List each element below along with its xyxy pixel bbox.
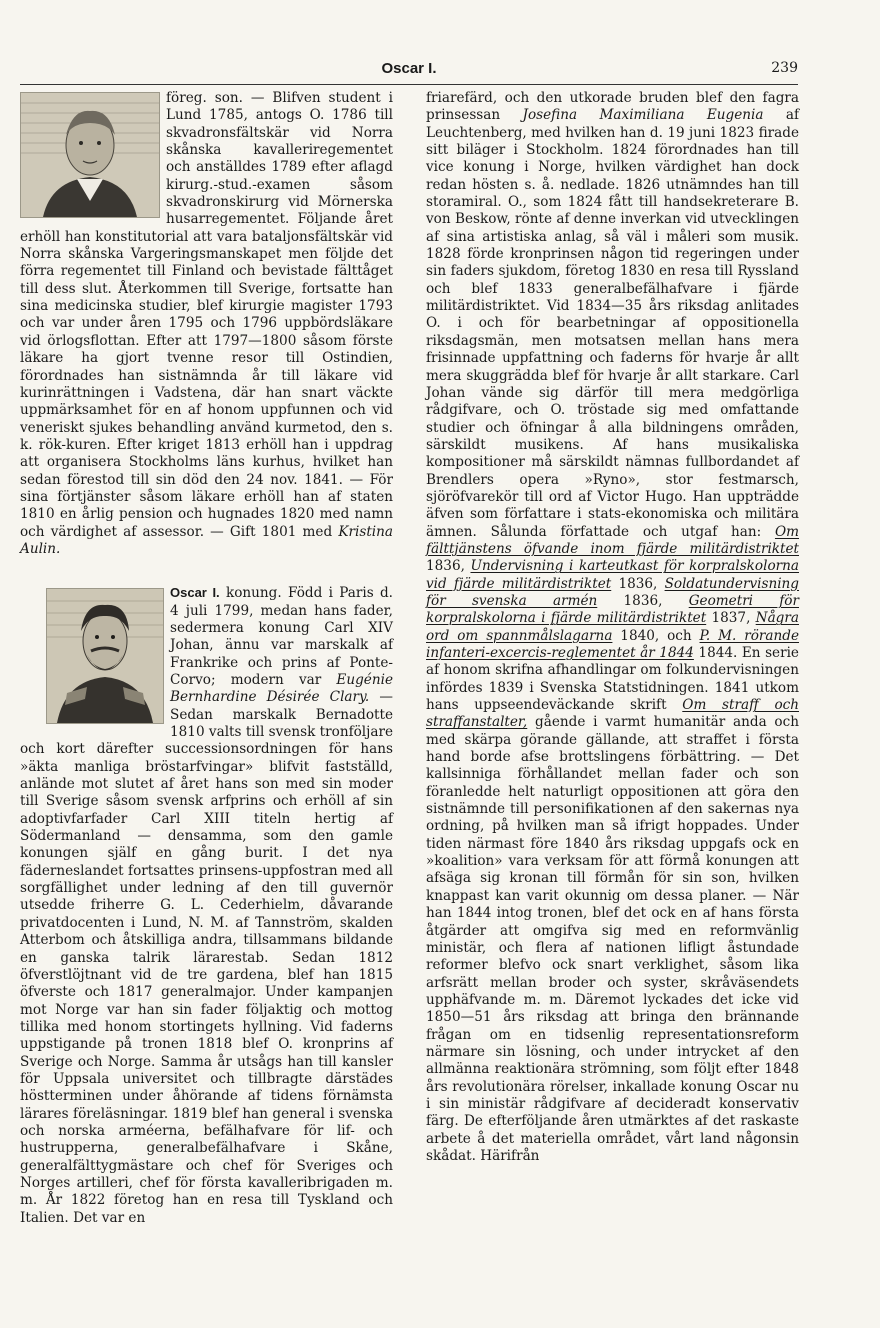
entry-continuation	[426, 90, 799, 1165]
work-year-4: 1837,	[711, 610, 751, 627]
page-number: 239	[771, 60, 798, 76]
work-title-2: Undervisning i karteutkast för korpralskolorna vid fjärde militärdistriktet	[426, 558, 799, 592]
work-year-1: 1836,	[426, 558, 465, 575]
work-year-2: 1836,	[618, 575, 658, 592]
portrait-image-1	[20, 92, 160, 218]
work-year-5: 1840, och	[620, 627, 692, 644]
portrait-engraving-icon	[21, 93, 159, 217]
work-title-1: Om fälttjänstens öfvande inom fjärde militärdistriktet	[426, 523, 799, 557]
portrait-image-2	[46, 588, 164, 724]
work-title-4: Geometri för korpralskolorna i fjärde militärdistriktet	[426, 592, 799, 627]
entry-text-part2: — Sedan marskalk Bernadotte 1810 valts till svensk tronföljare och kort därefter successionsordningen för hans »äkta manliga bröstarfvingar» blifvit fastställd, anlände mot slutet af året hans son med sin moder till Sverige såsom svensk arfprins och erhöll af sin adoptivfarfader Carl XIII titeln hertig af Södermanland — densamma, som den gamle konungen själf en gång burit. I det nya fäderneslandet fortsattes prinsens-uppfostran med all sorgfällighet under ledning af den till guvernör utsedde friherre G. L. Cederhielm, dåvarande privatdocenten i Lund, N. M. af Tannström, skalden Atterbom och åtskilliga andra, tillsammans bildande en ganska talrik lärarestab. Sedan 1812 öfverstlöjtnant vid de tre gardena, blef han 1815 öfverste och 1817 generalmajor. Under kampanjen mot Norge var han sin fader följaktig och mottog tillika med honom stortingets hyllning. Vid faderns uppstigande på tronen 1818 blef O. kronprins af Sverige och Norge. Samma år utsågs han till kansler för Uppsala universitet och tillbragte därstädes höstterminen under åhörande af tidens förnämsta lärares föreläsningar. 1819 blef han general i svenska och norska arméerna, befälhafvare för lif- och hustrupperna, generalbefälhafvare i Skåne, generalfälttygmästare och chef för Sveriges och Norges artilleri, chef för första kavalleribrigaden m. m. År 1822 företog han en resa till Tyskland och Italien. Det var en	[20, 689, 393, 1226]
bride-name: Josefina Maximiliana Eugenia	[522, 107, 764, 124]
left-column	[20, 90, 393, 1227]
spouse-name: Kristina Aulin.	[20, 523, 394, 557]
work-title-7: Om straff och straffanstalter,	[426, 697, 799, 731]
work-title-3: Soldatundervisning för svenska armén	[426, 575, 800, 609]
work-title-6: P. M. rörande infanteri-excercis-reglementet år 1844	[426, 627, 799, 661]
running-title: Oscar I.	[381, 60, 437, 77]
entry-oscar-i	[20, 584, 393, 1227]
page-header	[20, 58, 798, 85]
mother-name: Eugénie Bernhardine Désirée Clary.	[170, 672, 393, 706]
work-year-3: 1836,	[623, 592, 663, 609]
work-year-6: 1844. En serie af honom skrifna afhandlingar om folkundervisningen infördes 1839 i Svenska Statstidningen. 1841 utkom hans uppseendeväckande skrift	[426, 645, 799, 714]
right-column	[426, 90, 799, 1165]
right-text-part2: af Leuchtenberg, med hvilken han d. 19 juni 1823 firade sitt biläger i Stockholm. 1824 förordnades han till vice konung i Norge, hvilken värdighet han dock redan hösten s. å. nedlade. 1826 utnämndes han till storamiral. O., som 1824 fått till handsekreterare B. von Beskow, rönte af denne inverkan vid utvecklingen af sina artistiska anlag, så väl i måleri som musik. 1828 förde kronprinsen någon tid regeringen under sin faders sjukdom, företog 1830 en resa till Ryssland och blef 1833 generalbefälhafvare i fjärde militärdistriktet. Vid 1834—35 års riksdag anlitades O. i och för bearbetningar af oppositionella riksdagsmän, men motsatsen mellan hans mera frisinnade uppfattning och faderns för hvarje år allt mera skuggrädda blef för hvarje år allt starkare. Carl Johan vände sig därför till mera medgörliga rådgifvare, och O. tröstade sig med omfattande studier och öfningar å alla bildningens områden, särskildt musikens. Af hans musikaliska kompositioner må särskildt nämnas fullbordandet af Brendlers opera »Ryno», stor festmarsch, sjöröfvarekör till ord af Victor Hugo. Han uppträdde äfven som författare i stats-ekonomiska och militära ämnen. Sålunda författade och utgaf han:	[426, 107, 799, 540]
entry-text-part1: konung. Född i Paris d. 4 juli 1799, medan hans fader, sedermera konung Carl XIV Johan, ännu var marskalk af Frankrike och prins af Ponte-Corvo; modern var	[170, 585, 394, 688]
portrait-engraving-icon	[47, 589, 163, 723]
entry-lemma: Oscar I.	[170, 585, 220, 601]
continuation-text: föreg. son. — Blifven student i Lund 1785, antogs O. 1786 till skvadronsfältskär vid Norra skånska kavalleriregementet och anställdes 1789 efter aflagd kirurg.-stud.-examen såsom skvadronskirurg vid Mörnerska husarregementet. Följande året erhöll han konstitutorial att vara bataljonsfältskär vid Norra skånska Vargeringsmanskapet men följde det förra regementet till Finland och bevistade fälttåget till dess slut. Återkommen till Sverige, fortsatte han sina medicinska studier, blef kirurgie magister 1793 och var under åren 1795 och 1796 uppbördsläkare vid örlogsflottan. Efter att 1797—1800 såsom förste läkare ha gjort tvenne resor till Ostindien, förordnades han sistnämnda år till läkare vid kurinrättningen i Vadstena, där han snart väckte uppmärksamhet för en af honom uppfunnen och vid veneriskt sjukes behandling använd kurmetod, den s. k. rök-kuren. Efter kriget 1813 erhöll han i uppdrag att organisera Stockholms läns kurhus, hvilket han sedan förestod till sin död den 24 nov. 1841. — För sina förtjänster såsom läkare erhöll han af staten 1810 en årlig pension och hugnades 1820 med namn och värdighet af assessor. — Gift 1801 med	[20, 90, 393, 540]
right-text-part1: friarefärd, och den utkorade bruden blef den fagra prinsessan	[426, 90, 799, 124]
right-text-part3: gående i varmt humanitär anda och med skärpa görande gällande, att straffet i första hand borde afse brottslingens förbättring. — Det kallsinniga förhållandet mellan fader och son föranledde helt naturligt oppositionen att göra den sistnämnde till personifikationen af den sakernas nya ordning, på hvilken man så ifrigt hoppades. Under tiden närmast före 1840 års riksdag uppgafs ock en »koalition» vara verksam för att förmå konungen att afsäga sig kronan till förmån för sin son, hvilken knappast kan varit okunnig om dessa planer. — När han 1844 intog tronen, blef det ock en af hans första åtgärder att omgifva sig med en reformvänlig ministär, och flera af nationen lifligt åstundade reformer blefvo ock snart verklighet, såsom lika arfsrätt mellan broder och syster, skråväsendets upphäfvande m. m. Däremot lyckades det icke vid 1850—51 års riksdag att bringa den brännande frågan om en tidsenlig representationsreform närmare sin lösning, och under intrycket af den allmänna reaktionära strömning, som följt efter 1848 års revolutionära rörelser, inkallade konung Oscar nu i sin ministär rådgifvare af decideradt konservativ färg. De efterföljande åren utmärktes af det raskaste arbete å det materiella området, vårt land någonsin skådat. Härifrån	[426, 714, 799, 1164]
work-title-5: Några ord om spannmålslagarna	[426, 610, 799, 644]
